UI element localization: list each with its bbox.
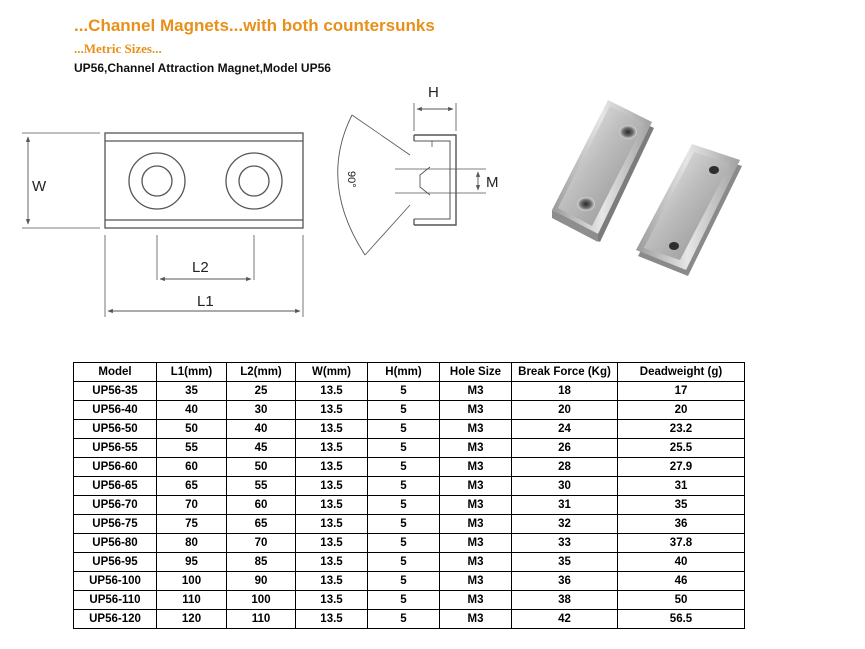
table-row	[74, 401, 745, 420]
table-row	[74, 610, 745, 629]
cell-deadweight: 20	[618, 401, 745, 420]
cell-w: 13.5	[296, 610, 368, 629]
cell-h: 5	[368, 458, 440, 477]
cell-h: 5	[368, 477, 440, 496]
cell-model: UP56-95	[74, 553, 157, 572]
cell-model: UP56-75	[74, 515, 157, 534]
cell-hole-size: M3	[440, 553, 512, 572]
cell-l2: 70	[227, 534, 296, 553]
cell-l2: 100	[227, 591, 296, 610]
cell-model: UP56-100	[74, 572, 157, 591]
countersink-hole-top	[619, 125, 637, 139]
cell-model: UP56-110	[74, 591, 157, 610]
table-row	[74, 420, 745, 439]
cell-model: UP56-50	[74, 420, 157, 439]
label-angle: 90°	[345, 171, 357, 188]
cell-l2: 25	[227, 382, 296, 401]
cell-l2: 60	[227, 496, 296, 515]
table-row	[74, 496, 745, 515]
cell-l2: 30	[227, 401, 296, 420]
mounting-hole-bottom	[669, 242, 679, 250]
cell-model: UP56-120	[74, 610, 157, 629]
cell-break-force: 20	[512, 401, 618, 420]
single-magnet	[636, 144, 742, 276]
cell-l2: 110	[227, 610, 296, 629]
cell-deadweight: 56.5	[618, 610, 745, 629]
specification-table	[73, 362, 745, 629]
cell-model: UP56-55	[74, 439, 157, 458]
table-row	[74, 534, 745, 553]
hole-inner-right	[239, 166, 269, 196]
cell-w: 13.5	[296, 496, 368, 515]
cell-hole-size: M3	[440, 591, 512, 610]
stacked-magnets	[552, 100, 654, 242]
cell-w: 13.5	[296, 477, 368, 496]
cell-w: 13.5	[296, 553, 368, 572]
cell-break-force: 24	[512, 420, 618, 439]
cell-deadweight: 35	[618, 496, 745, 515]
cell-h: 5	[368, 439, 440, 458]
cell-l1: 55	[157, 439, 227, 458]
cell-break-force: 42	[512, 610, 618, 629]
table-row	[74, 591, 745, 610]
cell-l1: 70	[157, 496, 227, 515]
cell-deadweight: 17	[618, 382, 745, 401]
cell-l1: 120	[157, 610, 227, 629]
cell-w: 13.5	[296, 515, 368, 534]
cell-h: 5	[368, 572, 440, 591]
cell-w: 13.5	[296, 591, 368, 610]
cell-hole-size: M3	[440, 420, 512, 439]
cell-h: 5	[368, 553, 440, 572]
header-hole-size: Hole Size	[440, 363, 512, 382]
cell-deadweight: 46	[618, 572, 745, 591]
cell-break-force: 32	[512, 515, 618, 534]
cell-hole-size: M3	[440, 477, 512, 496]
table-row	[74, 553, 745, 572]
label-w: W	[32, 178, 47, 195]
label-h: H	[428, 84, 439, 101]
header-w: W(mm)	[296, 363, 368, 382]
cell-model: UP56-40	[74, 401, 157, 420]
cell-deadweight: 23.2	[618, 420, 745, 439]
cell-l1: 75	[157, 515, 227, 534]
table-row	[74, 458, 745, 477]
cell-hole-size: M3	[440, 610, 512, 629]
cell-w: 13.5	[296, 439, 368, 458]
cell-h: 5	[368, 591, 440, 610]
cell-w: 13.5	[296, 382, 368, 401]
cell-break-force: 35	[512, 553, 618, 572]
cell-hole-size: M3	[440, 382, 512, 401]
cell-h: 5	[368, 401, 440, 420]
table-row	[74, 515, 745, 534]
cell-model: UP56-65	[74, 477, 157, 496]
hole-outer-right	[226, 153, 282, 209]
technical-drawing	[0, 75, 520, 325]
cell-w: 13.5	[296, 420, 368, 439]
cell-model: UP56-80	[74, 534, 157, 553]
cell-hole-size: M3	[440, 401, 512, 420]
table-row	[74, 477, 745, 496]
cell-l1: 35	[157, 382, 227, 401]
cell-break-force: 38	[512, 591, 618, 610]
cell-deadweight: 40	[618, 553, 745, 572]
front-view-body	[105, 133, 303, 228]
label-l2: L2	[192, 259, 209, 276]
cell-l1: 40	[157, 401, 227, 420]
cell-l2: 50	[227, 458, 296, 477]
product-photo	[540, 100, 750, 290]
cell-deadweight: 25.5	[618, 439, 745, 458]
cell-l2: 90	[227, 572, 296, 591]
cell-l2: 55	[227, 477, 296, 496]
cell-deadweight: 50	[618, 591, 745, 610]
table-row	[74, 572, 745, 591]
cell-model: UP56-60	[74, 458, 157, 477]
cell-hole-size: M3	[440, 458, 512, 477]
cell-h: 5	[368, 534, 440, 553]
hole-inner-left	[142, 166, 172, 196]
cell-h: 5	[368, 496, 440, 515]
cell-h: 5	[368, 382, 440, 401]
header-deadweight: Deadweight (g)	[618, 363, 745, 382]
cell-l1: 60	[157, 458, 227, 477]
cell-h: 5	[368, 420, 440, 439]
cell-deadweight: 31	[618, 477, 745, 496]
cell-w: 13.5	[296, 572, 368, 591]
cell-l2: 85	[227, 553, 296, 572]
cell-l1: 110	[157, 591, 227, 610]
cell-w: 13.5	[296, 401, 368, 420]
header-l1: L1(mm)	[157, 363, 227, 382]
mounting-hole-top	[709, 166, 719, 174]
table-header-row	[74, 363, 745, 382]
cell-break-force: 30	[512, 477, 618, 496]
table-row	[74, 382, 745, 401]
page-subtitle: ...Metric Sizes...	[74, 41, 162, 56]
cell-model: UP56-35	[74, 382, 157, 401]
cell-deadweight: 27.9	[618, 458, 745, 477]
cell-break-force: 26	[512, 439, 618, 458]
cell-l1: 65	[157, 477, 227, 496]
cell-deadweight: 36	[618, 515, 745, 534]
label-l1: L1	[197, 293, 214, 310]
page-title: ...Channel Magnets...with both countersunks	[74, 16, 435, 35]
cell-break-force: 31	[512, 496, 618, 515]
cell-w: 13.5	[296, 458, 368, 477]
countersink-hole-bottom	[577, 197, 595, 211]
cell-deadweight: 37.8	[618, 534, 745, 553]
cell-l2: 65	[227, 515, 296, 534]
cell-w: 13.5	[296, 534, 368, 553]
table-row	[74, 439, 745, 458]
header-model: Model	[74, 363, 157, 382]
cell-l1: 95	[157, 553, 227, 572]
cell-model: UP56-70	[74, 496, 157, 515]
cell-break-force: 36	[512, 572, 618, 591]
cell-h: 5	[368, 610, 440, 629]
cell-l1: 100	[157, 572, 227, 591]
cell-break-force: 18	[512, 382, 618, 401]
cell-h: 5	[368, 515, 440, 534]
cell-hole-size: M3	[440, 496, 512, 515]
header-break-force: Break Force (Kg)	[512, 363, 618, 382]
cell-hole-size: M3	[440, 572, 512, 591]
label-m: M	[486, 174, 499, 191]
cell-l1: 80	[157, 534, 227, 553]
cell-l2: 45	[227, 439, 296, 458]
cell-l1: 50	[157, 420, 227, 439]
cell-l2: 40	[227, 420, 296, 439]
cell-hole-size: M3	[440, 534, 512, 553]
cell-break-force: 33	[512, 534, 618, 553]
hole-outer-left	[129, 153, 185, 209]
model-description: UP56,Channel Attraction Magnet,Model UP56	[74, 61, 331, 75]
cell-hole-size: M3	[440, 439, 512, 458]
cell-hole-size: M3	[440, 515, 512, 534]
header-l2: L2(mm)	[227, 363, 296, 382]
header-h: H(mm)	[368, 363, 440, 382]
cell-break-force: 28	[512, 458, 618, 477]
